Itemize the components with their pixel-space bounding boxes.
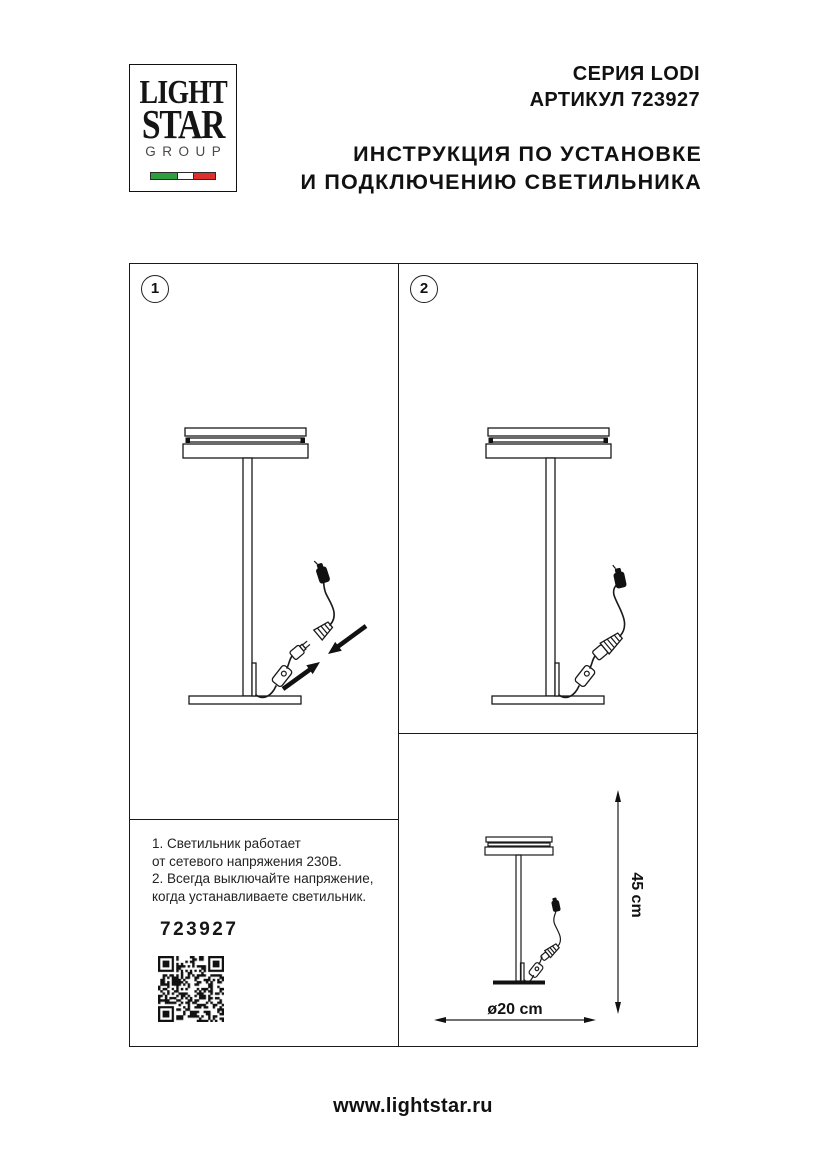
header-series-article [300, 61, 700, 113]
step-2-badge: 2 [410, 275, 438, 303]
power-cord-disconnected [256, 558, 334, 697]
italian-flag-bar [150, 172, 216, 180]
flag-green-segment [151, 173, 177, 179]
instruction-title [270, 141, 702, 196]
assembly-arrow-left [338, 626, 366, 647]
cord-bracket [555, 663, 559, 696]
lamp-dimensions-diagram [399, 734, 696, 1045]
power-plug [611, 563, 627, 589]
lamp-stem [546, 458, 555, 696]
lamp-stem [243, 458, 252, 696]
note-line: 2. Всегда выключайте напряжение, [152, 871, 374, 886]
panel-step-1 [129, 263, 400, 821]
power-plug [313, 558, 331, 584]
lamp-shade-body [486, 444, 611, 458]
lamp-base [492, 696, 604, 704]
diameter-dimension [434, 1001, 596, 1023]
inline-switch [528, 962, 544, 979]
footer-url: www.lightstar.ru [333, 1095, 493, 1117]
power-plug [550, 897, 560, 912]
lamp-base [189, 696, 301, 704]
logo-text-group: GROUP [145, 144, 228, 159]
cord-bracket [252, 663, 256, 696]
series-title: СЕРИЯ LODI [572, 63, 700, 85]
safety-notes [152, 835, 373, 905]
height-dimension [615, 790, 645, 1014]
lamp-shade-top [488, 428, 609, 436]
lightstar-logo [129, 64, 237, 192]
panel-dimensions [398, 733, 698, 1047]
panel-step-2 [398, 263, 698, 734]
article-title: АРТИКУЛ 723927 [529, 89, 700, 111]
connector-joined [591, 630, 625, 661]
note-line: от сетевого напряжения 230В. [152, 853, 342, 869]
height-dimension-label: 45 cm [628, 872, 645, 918]
diameter-dimension-label: ø20 cm [487, 1001, 543, 1018]
connector-joined [539, 942, 560, 962]
logo-text-star: STAR [141, 101, 225, 147]
step-1-badge: 1 [141, 275, 169, 303]
lamp-shade-body [183, 444, 308, 458]
qr-code [158, 956, 224, 1022]
note-line: когда устанавливаете светильник. [152, 888, 367, 904]
inline-switch [574, 664, 596, 687]
lamp-assembled-diagram [399, 264, 696, 732]
instruction-title-line1: ИНСТРУКЦИЯ ПО УСТАНОВКЕ [353, 142, 702, 166]
table-lamp-small [485, 837, 561, 985]
instruction-title-line2: И ПОДКЛЮЧЕНИЮ СВЕТИЛЬНИКА [300, 169, 702, 194]
article-number: 723927 [160, 919, 239, 940]
note-line: 1. Светильник работает [152, 836, 301, 851]
connector-male [289, 639, 312, 660]
flag-red-segment [194, 173, 215, 179]
logo-text-light: LIGHT [139, 74, 227, 111]
lamp-disassembled-diagram [130, 264, 398, 819]
panel-notes [129, 819, 400, 1047]
lamp-shade-top [185, 428, 306, 436]
flag-white-segment [177, 173, 194, 179]
power-cord-connected [559, 563, 627, 697]
